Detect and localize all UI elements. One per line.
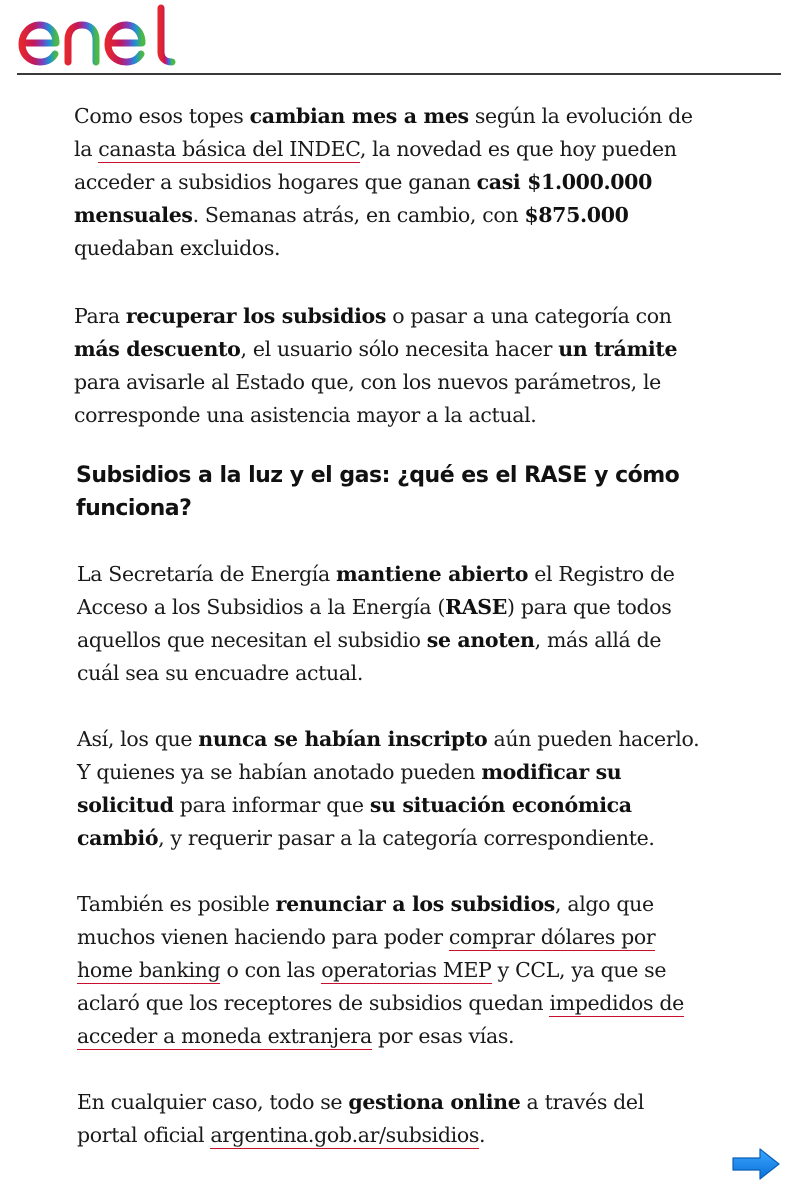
link-ccl-aclaracion[interactable]: , ya que se aclaró que los receptores de subsidios quedan bbox=[77, 958, 667, 1015]
link-argentina-gob-subsidios[interactable]: argentina.gob.ar/subsidios bbox=[210, 1123, 479, 1147]
paragraph-4: Así, los que nunca se habían inscripto aún pueden hacerlo. Y quienes ya se habían anotado pueden modificar su solicitud para informar que su situación económica cambió, y requerir pasar a la categoría correspondiente. bbox=[77, 727, 700, 850]
site-header bbox=[0, 0, 800, 76]
enel-logo[interactable] bbox=[16, 4, 181, 68]
link-impedidos-moneda[interactable]: impedidos de acceder a moneda extranjera bbox=[77, 991, 684, 1048]
section-heading: Subsidios a la luz y el gas: ¿qué es el RASE y cómo funciona? bbox=[76, 463, 680, 521]
paragraph-5: También es posible renunciar a los subsidios, algo que muchos vienen haciendo para poder comprar dólares por home banking o con las operatorias MEP y CCL, ya que se aclaró que los receptores de subsidios quedan impedidos de acceder a moneda extranjera por esas vías. bbox=[77, 892, 684, 1048]
paragraph-6: En cualquier caso, todo se gestiona online a través del portal oficial argentina.gob.ar/subsidios. bbox=[77, 1090, 644, 1147]
header-divider bbox=[17, 73, 781, 75]
link-operatorias-mep[interactable]: operatorias MEP bbox=[321, 958, 492, 982]
paragraph-2: Para recuperar los subsidios o pasar a una categoría con más descuento, el usuario sólo necesita hacer un trámite para avisarle al Estado que, con los nuevos parámetros, le corresponde una asistencia mayor a la actual. bbox=[74, 304, 678, 427]
paragraph-3: La Secretaría de Energía mantiene abierto el Registro de Acceso a los Subsidios a la Energía (RASE) para que todos aquellos que necesitan el subsidio se anoten, más allá de cuál sea su encuadre actual. bbox=[77, 562, 675, 685]
article-body bbox=[74, 100, 704, 1152]
link-comprar-dolares[interactable]: comprar dólares por home banking bbox=[77, 925, 656, 982]
link-canasta-basica[interactable]: canasta básica del INDEC bbox=[98, 137, 360, 161]
paragraph-1: Como esos topes cambian mes a mes según la evolución de la canasta básica del INDEC, la novedad es que hoy pueden acceder a subsidios hogares que ganan casi $1.000.000 mensuales. Semanas atrás, en cambio, con $875.000 quedaban excluidos. bbox=[74, 104, 693, 260]
arrow-right-icon[interactable] bbox=[730, 1146, 782, 1182]
